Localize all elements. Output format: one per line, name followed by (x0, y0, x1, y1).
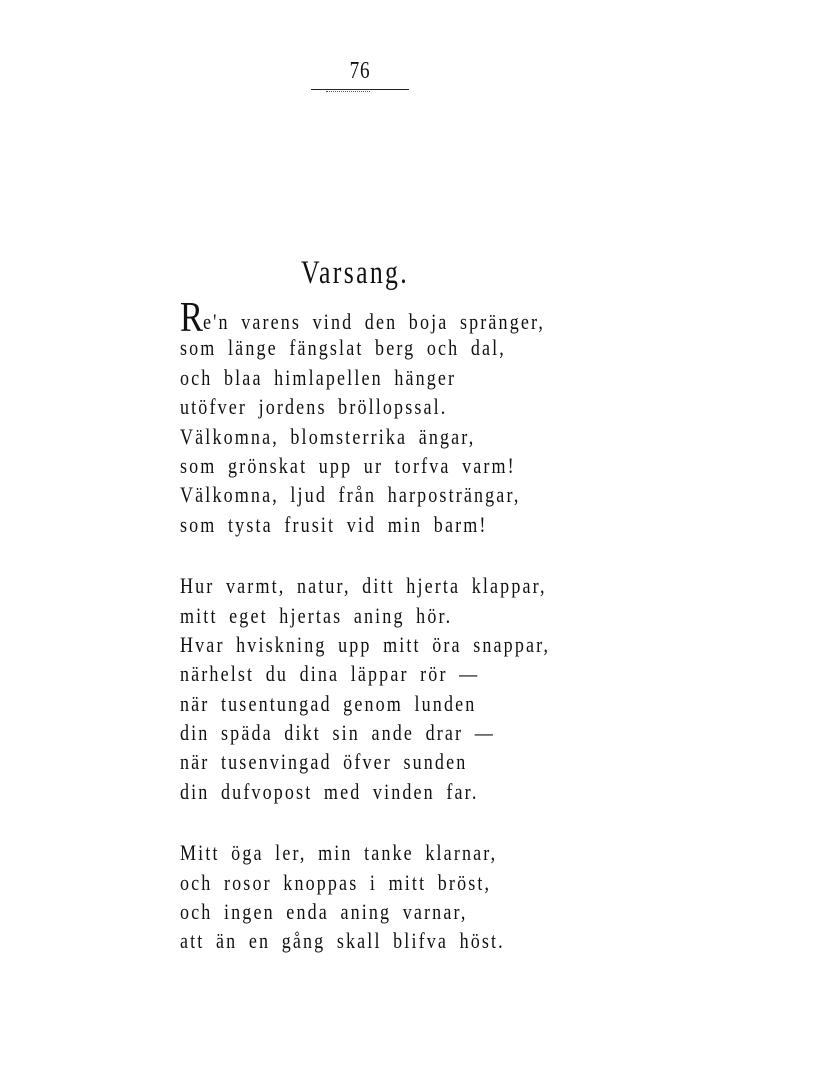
first-line-text: e'n varens vind den boja spränger, (202, 309, 546, 334)
poem-line: när tusenvingad öfver sunden (180, 749, 468, 775)
poem-line: Hvar hviskning upp mitt öra snappar, (180, 631, 551, 657)
poem-line: att än en gång skall blifva höst. (180, 928, 505, 954)
drop-cap-initial: R (180, 295, 203, 341)
page-number: 76 (349, 58, 371, 84)
poem-line: och blaa himlapellen hänger (180, 364, 457, 390)
poem-line: som grönskat upp ur torfva varm! (180, 452, 516, 478)
poem-line: Hur varmt, natur, ditt hjerta klappar, (180, 573, 547, 599)
poem-line: och ingen enda aning varnar, (180, 899, 468, 925)
poem-title: Varsang. (300, 255, 410, 292)
poem-line: din dufvopost med vinden far. (180, 778, 479, 804)
poem-line: Mitt öga ler, min tanke klarnar, (180, 840, 498, 866)
poem-line: din späda dikt sin ande drar — (180, 720, 495, 746)
poem-line: och rosor knoppas i mitt bröst, (180, 869, 492, 895)
page-number-rule (311, 89, 409, 90)
stanza-2 (180, 571, 620, 806)
stanza-3 (180, 838, 620, 956)
poem-line: som länge fängslat berg och dal, (180, 335, 506, 361)
poem-line-first (180, 295, 546, 341)
poem-line: när tusentungad genom lunden (180, 690, 477, 716)
poem-line: Välkomna, blomsterrika ängar, (180, 423, 476, 449)
poem-line: mitt eget hjertas aning hör. (180, 602, 453, 628)
poem-body (180, 295, 620, 988)
poem-line: närhelst du dina läppar rör — (180, 661, 480, 687)
poem-line: utöfver jordens bröllopssal. (180, 394, 448, 420)
stanza-1 (180, 295, 620, 539)
poem-line: som tysta frusit vid min barm! (180, 511, 488, 537)
poem-line: Välkomna, ljud från harposträngar, (180, 482, 521, 508)
page-number-rule-dots (326, 91, 370, 92)
